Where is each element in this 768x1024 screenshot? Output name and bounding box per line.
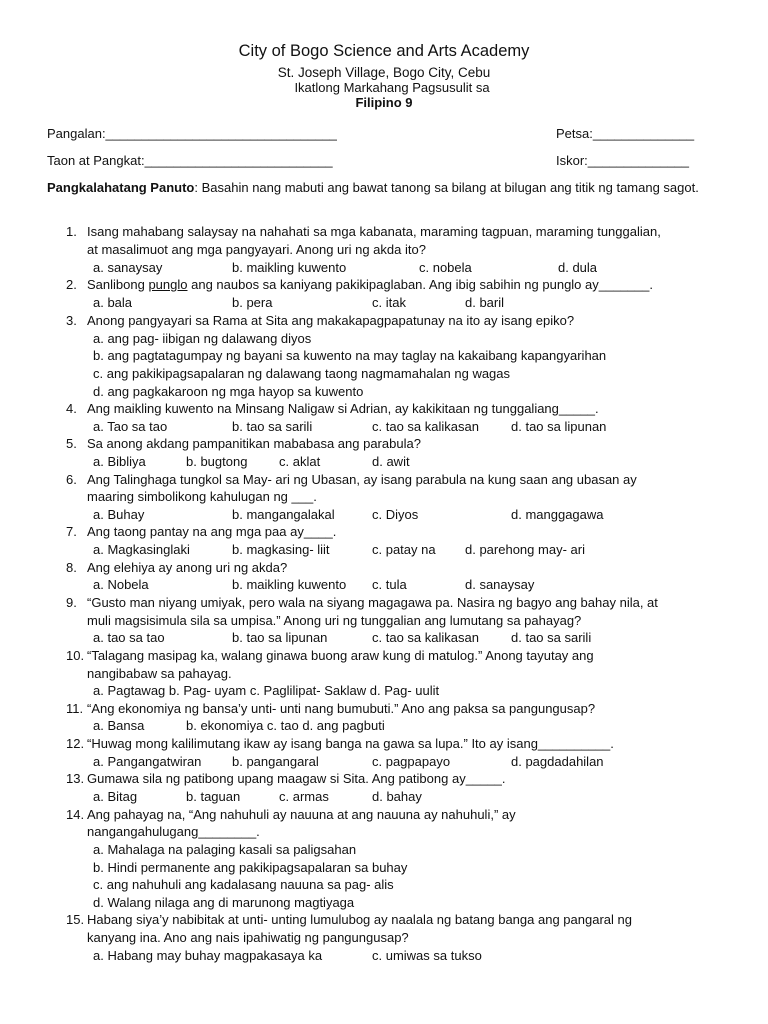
option-d[interactable]: d. manggagawa (511, 507, 604, 522)
option-c[interactable]: c. ang nahuhuli ang kadalasang nauuna sa pag- alis (93, 877, 394, 892)
option-d[interactable]: d. Walang nilaga ang di marunong magtiyaga (93, 895, 355, 910)
question-text-line: Ang Talinghaga tungkol sa May- ari ng Ubasan, ay isang parabula na kung saan ang ubasan ay (87, 472, 637, 487)
option-a[interactable]: a. Tao sa tao (93, 419, 168, 434)
option-c[interactable]: c. armas (279, 789, 329, 804)
question-text-line: “Talagang masipag ka, walang ginawa buong araw kung di matulog.” Anong tayutay ang (87, 648, 594, 663)
subject-title: Filipino 9 (355, 95, 413, 110)
option-c[interactable]: c. itak (372, 295, 406, 310)
question-number: 5. (66, 436, 77, 451)
option-a[interactable]: a. Nobela (93, 577, 149, 592)
option-b[interactable]: b. taguan (186, 789, 241, 804)
option-list[interactable]: b. ekonomiya c. tao d. ang pagbuti (186, 718, 385, 733)
option-d[interactable]: d. baril (465, 295, 505, 310)
question-number: 2. (66, 277, 77, 292)
underlined-word: punglo (148, 277, 188, 292)
question-text-line: Anong pangyayari sa Rama at Sita ang makakapagpapatunay na ito ay isang epiko? (87, 313, 575, 328)
question-number: 8. (66, 560, 77, 575)
option-list[interactable]: a. Pagtawag b. Pag- uyam c. Paglilipat- Saklaw d. Pag- uulit (93, 683, 440, 698)
option-b[interactable]: b. bugtong (186, 454, 248, 469)
option-c[interactable]: c. tula (372, 577, 407, 592)
question-text-line: kanyang ina. Ano ang nais ipahiwatig ng pangungusap? (87, 930, 409, 945)
option-a[interactable]: a. Pangangatwiran (93, 754, 202, 769)
question-number: 4. (66, 401, 77, 416)
section-field[interactable]: Taon at Pangkat:__________________________ (47, 153, 333, 168)
option-a[interactable]: a. ang pag- iibigan ng dalawang diyos (93, 331, 312, 346)
question-text-line: muli magsisimula sila sa umpisa.” Anong uri ng tunggalian ang lumutang sa pahayag? (87, 613, 582, 628)
option-b[interactable]: b. Hindi permanente ang pakikipagsapalaran sa buhay (93, 860, 408, 875)
option-a[interactable]: a. bala (93, 295, 133, 310)
question-text-line: “Huwag mong kalilimutang ikaw ay isang banga na gawa sa lupa.” Ito ay isang__________. (87, 736, 614, 751)
question-text-line: Gumawa sila ng patibong upang maagaw si Sita. Ang patibong ay_____. (87, 771, 506, 786)
option-a[interactable]: a. Habang may buhay magpakasaya ka (93, 948, 323, 963)
question-number: 14. (66, 807, 85, 822)
option-c[interactable]: c. Diyos (372, 507, 419, 522)
option-d[interactable]: d. parehong may- ari (465, 542, 585, 557)
option-d[interactable]: d. bahay (372, 789, 422, 804)
question-number: 7. (66, 524, 77, 539)
question-number: 3. (66, 313, 77, 328)
option-b[interactable]: b. tao sa lipunan (232, 630, 328, 645)
option-a[interactable]: a. sanaysay (93, 260, 163, 275)
option-c[interactable]: c. aklat (279, 454, 321, 469)
question-text-line: “Ang ekonomiya ng bansa’y unti- unti nang bumubuti.” Ano ang paksa sa pangungusap? (87, 701, 596, 716)
question-text-pre: Sanlibong (87, 277, 149, 292)
instructions (47, 180, 737, 196)
option-c[interactable]: c. tao sa kalikasan (372, 419, 479, 434)
score-field[interactable]: Iskor:______________ (556, 153, 690, 168)
exam-title: Ikatlong Markahang Pagsusulit sa (294, 80, 490, 95)
option-b[interactable]: b. ang pagtatagumpay ng bayani sa kuwento na may taglay na kakaibang kapangyarihan (93, 348, 607, 363)
question-number: 9. (66, 595, 77, 610)
instructions-text: : Basahin nang mabuti ang bawat tanong sa bilang at bilugan ang titik ng tamang sagot. (194, 180, 699, 195)
option-c[interactable]: c. nobela (419, 260, 472, 275)
option-a[interactable]: a. Bitag (93, 789, 138, 804)
question-text-line: Ang pahayag na, “Ang nahuhuli ay nauuna at ang nauuna ay nahuhuli,” ay (87, 807, 516, 822)
option-a[interactable]: a. Magkasinglaki (93, 542, 190, 557)
question-number: 11. (66, 701, 84, 716)
option-a[interactable]: a. Mahalaga na palaging kasali sa paligsahan (93, 842, 357, 857)
question-text-line: at masalimuot ang mga pangyayari. Anong uri ng akda ito? (87, 242, 426, 257)
option-a[interactable]: a. Bibliya (93, 454, 146, 469)
question-text-line: Isang mahabang salaysay na nahahati sa mga kabanata, maraming tagpuan, maraming tunggalian, (87, 224, 661, 239)
option-d[interactable]: d. pagdadahilan (511, 754, 604, 769)
option-a[interactable]: a. tao sa tao (93, 630, 165, 645)
name-field[interactable]: Pangalan:________________________________ (47, 126, 337, 141)
instructions-label: Pangkalahatang Panuto (47, 180, 195, 195)
option-b[interactable]: b. tao sa sarili (232, 419, 313, 434)
question-text-line: Ang elehiya ay anong uri ng akda? (87, 560, 288, 575)
option-c[interactable]: c. patay na (372, 542, 436, 557)
question-text-line: nangibabaw sa pahayag. (87, 666, 232, 681)
question-text-line (87, 276, 653, 294)
option-b[interactable]: b. mangangalakal (232, 507, 335, 522)
question-text-line: Sa anong akdang pampanitikan mababasa ang parabula? (87, 436, 421, 451)
option-d[interactable]: d. tao sa lipunan (511, 419, 607, 434)
question-text-line: Habang siya’y nabibitak at unti- unting lumulubog ay naalala ng batang banga ang pangaral ng (87, 912, 632, 927)
option-d[interactable]: d. ang pagkakaroon ng mga hayop sa kuwento (93, 384, 364, 399)
option-c[interactable]: c. tao sa kalikasan (372, 630, 479, 645)
question-text-line: maaring simbolikong kahulugan ng ___. (87, 489, 317, 504)
question-text-post: ang naubos sa kaniyang pakikipaglaban. Ang ibig sabihin ng punglo ay_______. (187, 277, 653, 292)
school-name: City of Bogo Science and Arts Academy (238, 42, 530, 60)
school-address: St. Joseph Village, Bogo City, Cebu (277, 65, 491, 80)
option-d[interactable]: d. sanaysay (465, 577, 535, 592)
option-a[interactable]: a. Bansa (93, 718, 145, 733)
date-field[interactable]: Petsa:______________ (556, 126, 695, 141)
question-number: 6. (66, 472, 77, 487)
option-d[interactable]: d. awit (372, 454, 410, 469)
option-d[interactable]: d. tao sa sarili (511, 630, 592, 645)
question-text-line: Ang taong pantay na ang mga paa ay____. (87, 524, 337, 539)
question-text-line: “Gusto man niyang umiyak, pero wala na siyang magagawa pa. Nasira ng bagyo ang bahay nila, at (87, 595, 658, 610)
option-c[interactable]: c. pagpapayo (372, 754, 451, 769)
option-b[interactable]: b. magkasing- liit (232, 542, 330, 557)
option-b[interactable]: b. maikling kuwento (232, 577, 347, 592)
question-number: 10. (66, 648, 85, 663)
question-number: 1. (66, 224, 77, 239)
question-text-line: nangangahulugang________. (87, 824, 260, 839)
option-c[interactable]: c. umiwas sa tukso (372, 948, 482, 963)
question-number: 15. (66, 912, 85, 927)
question-text-line: Ang maikling kuwento na Minsang Naligaw si Adrian, ay kakikitaan ng tunggaliang_____. (87, 401, 599, 416)
question-number: 12. (66, 736, 85, 751)
option-d[interactable]: d. dula (558, 260, 598, 275)
option-a[interactable]: a. Buhay (93, 507, 145, 522)
option-b[interactable]: b. pangangaral (232, 754, 319, 769)
option-b[interactable]: b. pera (232, 295, 273, 310)
option-c[interactable]: c. ang pakikipagsapalaran ng dalawang taong nagmamahalan ng wagas (93, 366, 511, 381)
option-b[interactable]: b. maikling kuwento (232, 260, 347, 275)
question-number: 13. (66, 771, 85, 786)
